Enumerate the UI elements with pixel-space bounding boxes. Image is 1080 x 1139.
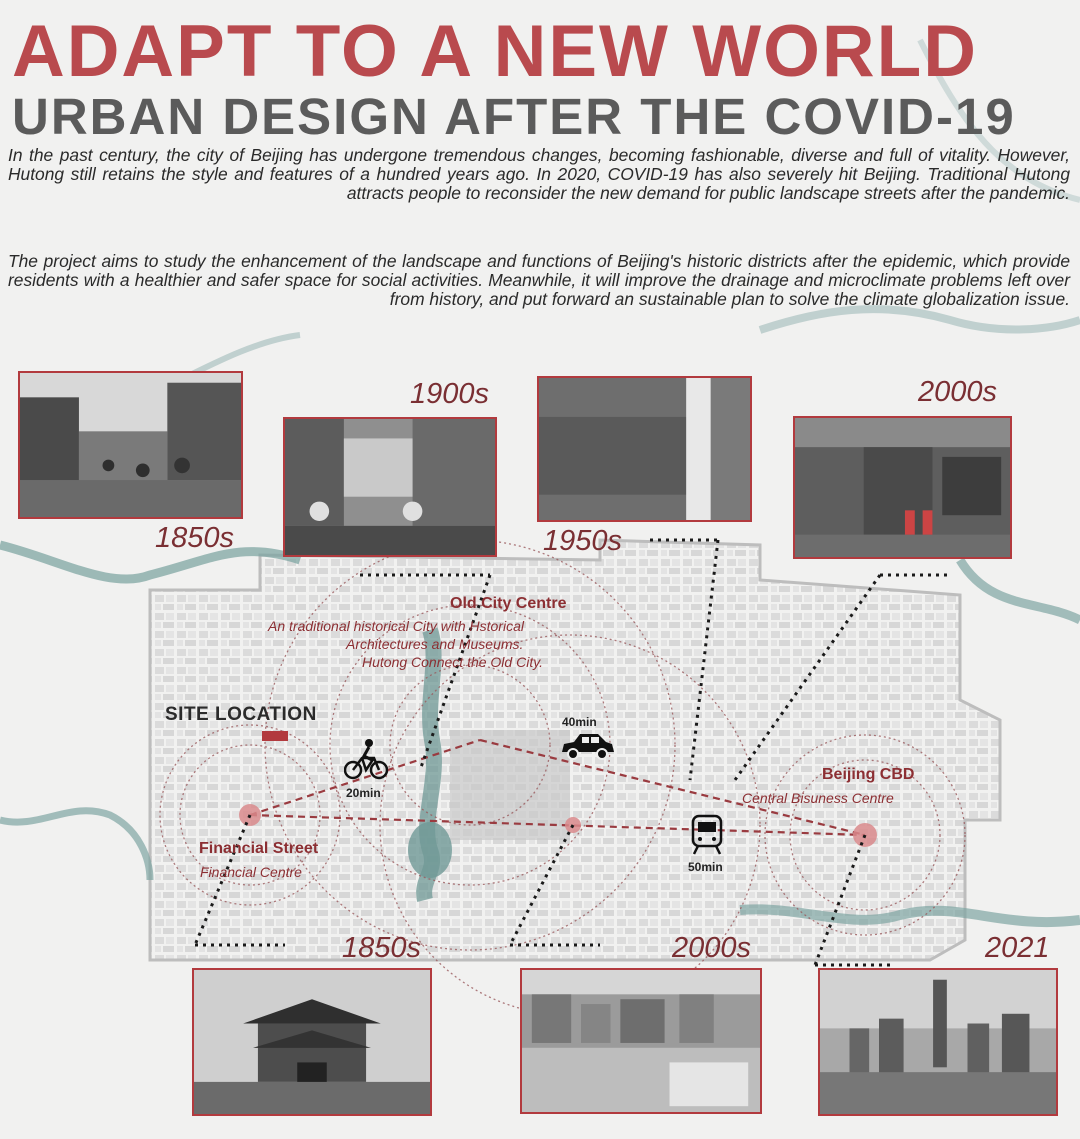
car-time-label: 40min (562, 715, 597, 729)
year-label-bottom-1850s: 1850s (342, 932, 422, 964)
year-label-bottom-2021: 2021 (985, 932, 1050, 964)
year-label-top-1900s: 1900s (410, 378, 490, 410)
intro-paragraph-2: The project aims to study the enhancement of the landscape and functions of Beijing's historic districts after the epidemic, which provide residents with a healthier and safer space for social activities. Meanwhile, it will improve the drainage and microclimate problems left over from history, and put forward an sustainable plan to solve the climate globalization issue. (8, 251, 1070, 309)
train-icon (690, 814, 724, 856)
year-label-top-1850s: 1850s (155, 522, 235, 554)
old-city-title: Old City Centre (450, 595, 567, 612)
cbd-title: Beijing CBD (822, 766, 915, 783)
poster-subtitle: URBAN DESIGN AFTER THE COVID-19 (12, 88, 1016, 145)
photo-1950s-wall (537, 376, 752, 522)
year-label-top-2000s: 2000s (918, 376, 998, 408)
financial-centre-desc: Financial Centre (200, 864, 302, 880)
photo-2021-skyline (818, 968, 1058, 1116)
intro-paragraph-1: In the past century, the city of Beijing has undergone tremendous changes, becoming fashionable, diverse and full of vitality. However, Hutong still retains the style and features of a hundred years ago. In 2020, COVID-19 has also severely hit Beijing. Traditional Hutong attracts people to reconsider the new demand for public landscape streets after the pandemic. (8, 145, 1070, 203)
old-city-desc-3: Hutong Connect the Old City. (362, 654, 544, 670)
year-label-top-1950s: 1950s (543, 525, 623, 557)
site-location-label: SITE LOCATION (165, 704, 317, 725)
old-city-desc-1: An traditional historical City with Hstorical (268, 618, 524, 634)
car-icon (558, 730, 616, 762)
photo-1850s-street (18, 371, 243, 519)
poster-title: ADAPT TO A NEW WORLD (12, 11, 978, 92)
photo-2000s-courtyard (793, 416, 1012, 559)
photo-2000s-aerial-city (520, 968, 762, 1114)
financial-street-title: Financial Street (199, 840, 319, 857)
year-label-bottom-2000s: 2000s (672, 932, 752, 964)
photo-1900s-hutong (283, 417, 497, 557)
train-time-label: 50min (688, 860, 723, 874)
bicycle-icon (344, 738, 388, 780)
bike-time-label: 20min (346, 786, 381, 800)
cbd-desc: Central Bisuness Centre (742, 790, 894, 806)
photo-1850s-gate-tower (192, 968, 432, 1116)
old-city-desc-2: Architectures and Museums. (346, 636, 524, 652)
